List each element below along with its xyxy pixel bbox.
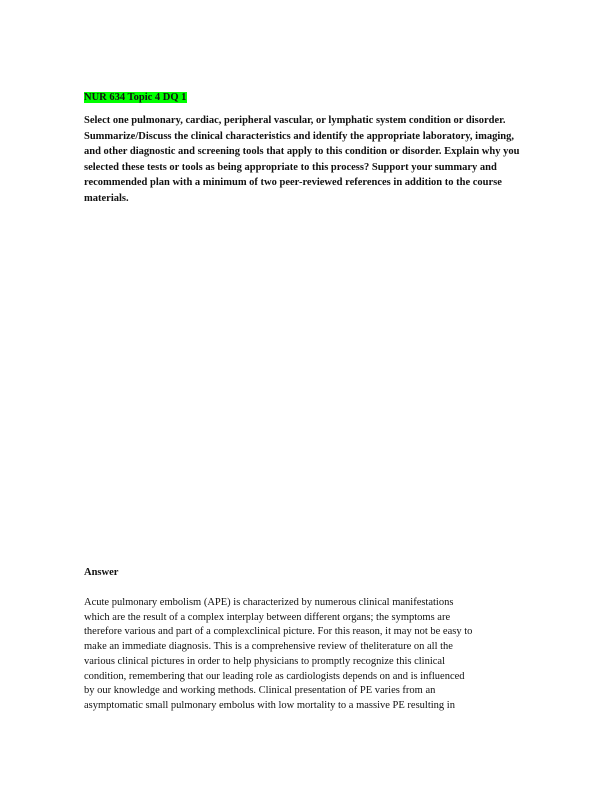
answer-line: which are the result of a complex interplay between different organs; the symptoms are (84, 611, 451, 623)
document-heading (84, 91, 187, 104)
answer-line: therefore various and part of a complexclinical picture. For this reason, it may not be easy to (84, 626, 473, 638)
answer-line: by our knowledge and working methods. Clinical presentation of PE varies from an (84, 685, 436, 697)
discussion-prompt: Select one pulmonary, cardiac, peripheral vascular, or lymphatic system condition or disorder. Summarize/Discuss the clinical characteristics and identify the appropriate laboratory, imaging, and other diagnostic and screening tools that apply to this condition or disorder. Explain why you selected these tests or tools as being appropriate to this process? Support your summary and recommended plan with a minimum of two peer-reviewed references in addition to the course materials. (84, 115, 520, 204)
answer-line: various clinical pictures in order to help physicians to promptly recognize this clinical (84, 655, 445, 667)
heading-highlight: NUR 634 Topic 4 DQ 1 (84, 92, 187, 103)
answer-line: Acute pulmonary embolism (APE) is characterized by numerous clinical manifestations (84, 597, 454, 608)
answer-line: condition, remembering that our leading role as cardiologists depends on and is influenced (84, 670, 465, 682)
answer-line: asymptomatic small pulmonary embolus with low mortality to a massive PE resulting in (84, 699, 455, 711)
answer-body (84, 596, 529, 714)
answer-title: Answer (84, 567, 119, 578)
answer-line: make an immediate diagnosis. This is a comprehensive review of theliterature on all the (84, 641, 453, 653)
